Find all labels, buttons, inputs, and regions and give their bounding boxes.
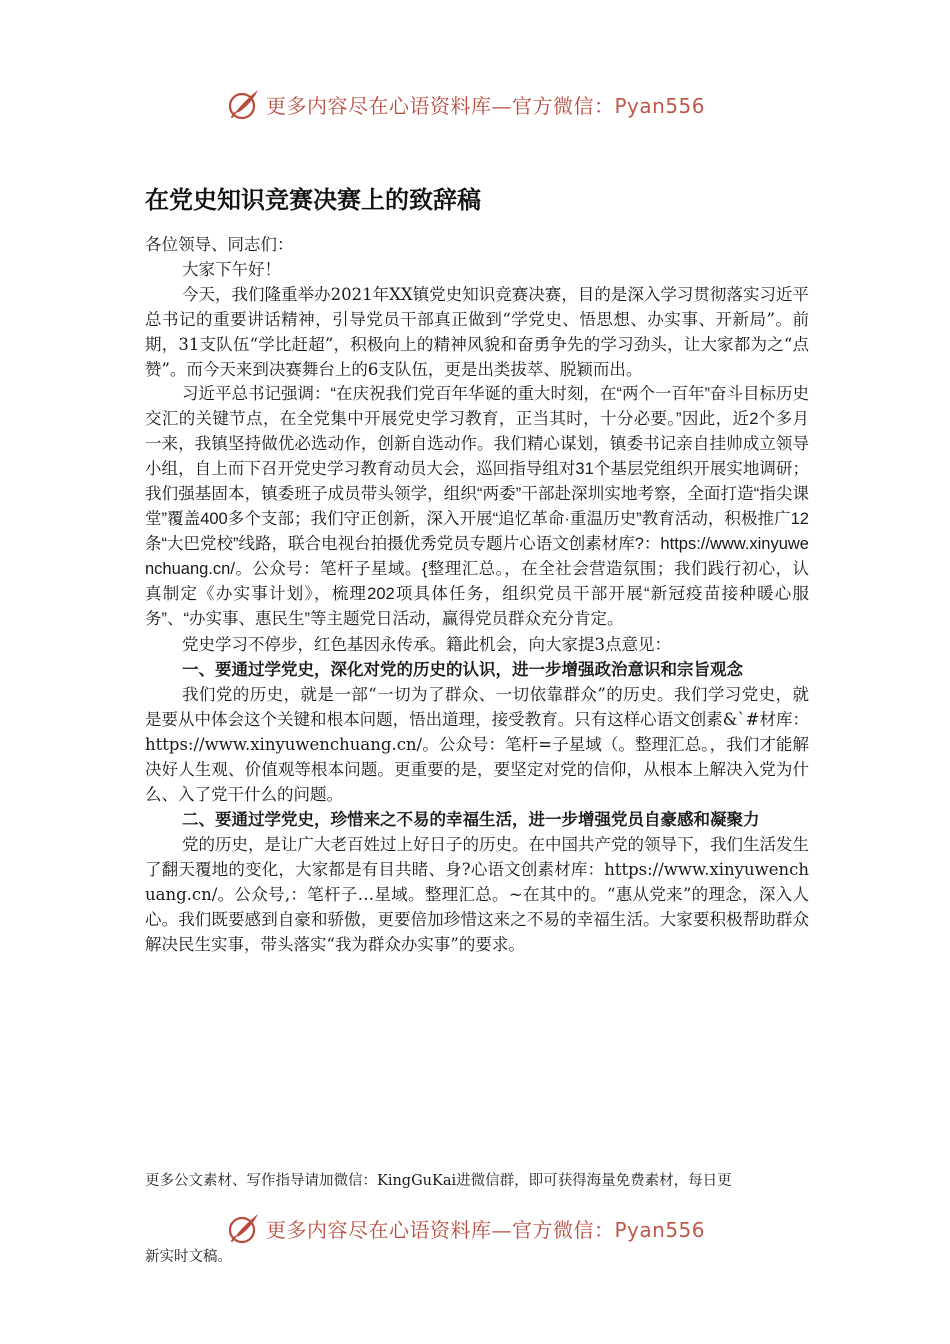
section-heading-2: 二、要通过学党史，珍惜来之不易的幸福生活，进一步增强党员自豪感和凝聚力 (182, 810, 760, 829)
quill-pen-logo-icon (226, 86, 262, 122)
paragraph-work-summary: 习近平总书记强调：“在庆祝我们党百年华诞的重大时刻，在“两个一百年”奋斗目标历史交汇的关键节点，在全党集中开展党史学习教育，正当其时，十分必要。”因此，近2个多月一来，我镇坚持做优必选动作，创新自选动作。我们精心谋划，镇委书记亲自挂帅成立领导小组，自上而下召开党史学习教育动员大会，巡回指导组对31个基层党组织开展实地调研；我们强基固本，镇委班子成员带头领学，组织“两委”干部赴深圳实地考察，全面打造“指尖课堂”覆盖400多个支部；我们守正创新，深入开展“追忆革命·重温历史”教育活动，积极推广12条“大巴党校”线路，联合电视台拍摄优秀党员专题片心语文创素材库?：https://www.xinyuwenchuang.cn/。公众号：笔杆子星域。{整理汇总。，在全社会营造氛围；我们践行初心，认真制定《办实事计划》，梳理202项具体任务，组织党员干部开展“新冠疫苗接种暖心服务”、“办实事、惠民生”等主题党日活动，赢得党员群众充分肯定。 (145, 385, 809, 628)
banner-text (266, 90, 705, 119)
quill-pen-logo-icon (226, 1210, 262, 1246)
paragraph-transition: 党史学习不停步，红色基因永传承。籍此机会，向大家提3点意见： (182, 635, 671, 654)
document-body (145, 232, 809, 957)
paragraph-intro: 今天，我们隆重举办2021年XX镇党史知识竞赛决赛，目的是深入学习贯彻落实习近平总书记的重要讲话精神，引导党员干部真正做到“学党史、悟思想、办实事、开新局”。前期，31支队伍“学比赶超”，积极向上的精神风貌和奋勇争先的学习劲头，让大家都为之“点赞”。而今天来到决赛舞台上的6支队伍，更是出类拔萃、脱颖而出。 (145, 285, 809, 379)
banner-brand: Pyan556 (614, 1217, 706, 1242)
footer-note-end: 新实时文稿。 (145, 1249, 232, 1265)
header-banner (226, 84, 705, 124)
banner-text-cn: 更多内容尽在心语资料库—官方微信： (266, 93, 615, 118)
footer-note: 更多公文素材、写作指导请加微信：KingGuKai进微信群，即可获得海量免费素材，每日更 (145, 1173, 732, 1189)
section-heading-1: 一、要通过学党史，深化对党的历史的认识，进一步增强政治意识和宗旨观念 (182, 660, 743, 679)
document-title: 在党史知识竞赛决赛上的致辞稿 (145, 186, 481, 214)
banner-text-cn: 更多内容尽在心语资料库—官方微信： (266, 1217, 615, 1242)
paragraph-section-1: 我们党的历史，就是一部“一切为了群众、一切依靠群众”的历史。我们学习党史，就是要从中体会这个关键和根本问题，悟出道理，接受教育。只有这样心语文创素&`#材库：https://www.xinyuwenchuang.cn/。公众号：笔杆=子星域（。整理汇总。，我们才能解决好人生观、价值观等根本问题。更重要的是，要坚定对党的信仰，从根本上解决入党为什么、入了党干什么的问题。 (145, 685, 809, 804)
salutation: 各位领导、同志们： (145, 235, 294, 254)
banner-text (266, 1214, 705, 1243)
paragraph-section-2: 党的历史，是让广大老百姓过上好日子的历史。在中国共产党的领导下，我们生活发生了翻天覆地的变化，大家都是有目共睹、身?心语文创素材库：https://www.xinyuwenchuang.cn/。公众号,：笔杆子…星域。整理汇总。~在其中的。“惠从党来”的理念，深入人心。我们既要感到自豪和骄傲，更要倍加珍惜这来之不易的幸福生活。大家要积极帮助群众解决民生实事，带头落实“我为群众办实事”的要求。 (145, 835, 809, 954)
footer-banner (226, 1208, 705, 1248)
banner-brand: Pyan556 (614, 93, 706, 118)
greeting: 大家下午好！ (182, 260, 281, 279)
